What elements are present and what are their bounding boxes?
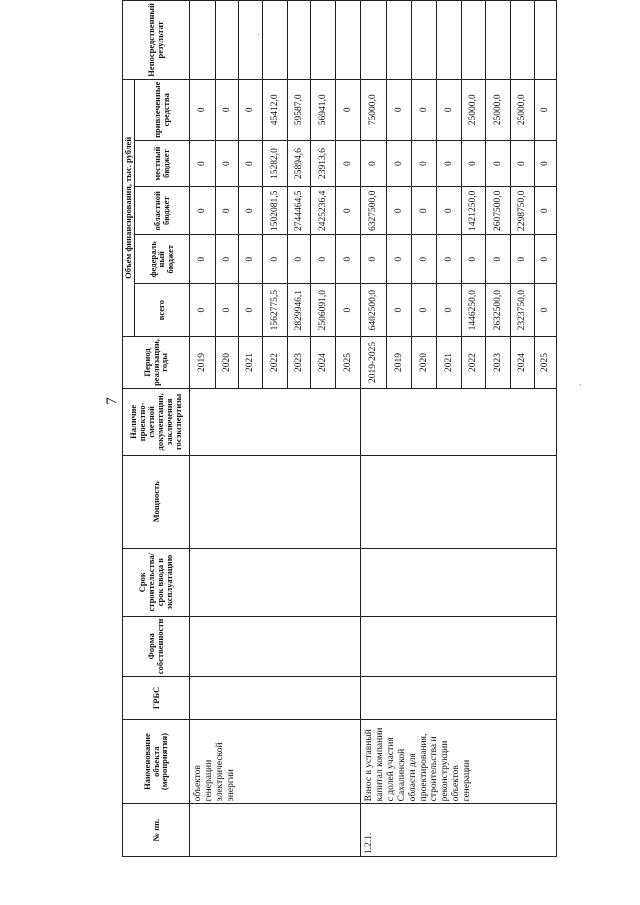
cell-attr: 0: [215, 79, 238, 140]
cell-result: [238, 1, 262, 80]
cell-fed: 0: [238, 235, 262, 284]
cell-year: 2022: [461, 336, 485, 388]
cell-result: [411, 1, 436, 80]
cell-year: 2021: [436, 336, 461, 388]
cell-year: 2025: [335, 336, 360, 388]
cell-result: [485, 1, 510, 80]
cell-total: 0: [411, 284, 436, 337]
item-number: [189, 804, 360, 857]
cell-loc: 0: [485, 140, 510, 187]
cell-reg: 2607500,0: [485, 187, 510, 235]
cell-total: 0: [238, 284, 262, 337]
cell-reg: 2744464,5: [287, 187, 310, 235]
header-capacity: Мощность: [123, 455, 190, 548]
cell-attr: 25000,0: [510, 79, 534, 140]
cell-reg: 2425236,4: [310, 187, 335, 235]
cell-year: 2025: [534, 336, 556, 388]
cell-total: 0: [436, 284, 461, 337]
cell-loc: 0: [411, 140, 436, 187]
item-name: объектов генерации электрической энергии: [189, 719, 360, 803]
cell-term: [360, 548, 556, 616]
cell-attr: 0: [189, 79, 215, 140]
cell-docs: [360, 388, 556, 455]
cell-total: 0: [189, 284, 215, 337]
cell-loc: 15282,0: [262, 140, 287, 187]
cell-loc: 0: [189, 140, 215, 187]
cell-result: [335, 1, 360, 80]
cell-reg: 0: [436, 187, 461, 235]
cell-capacity: [360, 455, 556, 548]
cell-loc: 0: [534, 140, 556, 187]
cell-total: 2829946,1: [287, 284, 310, 337]
cell-result: [310, 1, 335, 80]
cell-total: 0: [335, 284, 360, 337]
cell-year: 2024: [510, 336, 534, 388]
cell-result: [461, 1, 485, 80]
header-ownership: Форма собственности: [123, 616, 190, 676]
cell-fed: 0: [485, 235, 510, 284]
table-row: [360, 1, 386, 857]
cell-year: 2023: [287, 336, 310, 388]
table-row: [189, 1, 215, 857]
scan-speck: [580, 384, 581, 385]
header-local: местный бюджет: [134, 140, 189, 187]
header-funding-group: Объем финансирования, тыс. рублей: [123, 79, 135, 336]
cell-total: 0: [215, 284, 238, 337]
header-period: Период реализации, годы: [123, 336, 190, 388]
header-regional: областной бюджет: [134, 187, 189, 235]
cell-reg: 0: [335, 187, 360, 235]
cell-reg: 0: [189, 187, 215, 235]
header-num: № пп.: [123, 804, 190, 857]
cell-fed: 0: [411, 235, 436, 284]
header-row-1: [123, 1, 135, 857]
cell-attr: 0: [386, 79, 411, 140]
cell-loc: 0: [335, 140, 360, 187]
cell-fed: 0: [436, 235, 461, 284]
cell-fed: 0: [510, 235, 534, 284]
cell-loc: 0: [360, 140, 386, 187]
cell-fed: 0: [360, 235, 386, 284]
cell-attr: 25000,0: [485, 79, 510, 140]
cell-total: 2323750,0: [510, 284, 534, 337]
cell-year: 2019: [386, 336, 411, 388]
cell-year: 2019-2025: [360, 336, 386, 388]
cell-loc: 25894,6: [287, 140, 310, 187]
cell-year: 2024: [310, 336, 335, 388]
header-attracted: привлеченные средства: [134, 79, 189, 140]
header-name: Наименование объекта (мероприятия): [123, 719, 190, 803]
cell-result: [215, 1, 238, 80]
cell-attr: 0: [238, 79, 262, 140]
cell-fed: 0: [262, 235, 287, 284]
cell-total: 1562775,5: [262, 284, 287, 337]
cell-loc: 0: [386, 140, 411, 187]
cell-year: 2021: [238, 336, 262, 388]
cell-total: 0: [534, 284, 556, 337]
cell-loc: 23913,6: [310, 140, 335, 187]
cell-total: 6402500,0: [360, 284, 386, 337]
header-grbs: ГРБС: [123, 677, 190, 720]
cell-fed: 0: [287, 235, 310, 284]
cell-year: 2020: [411, 336, 436, 388]
cell-result: [287, 1, 310, 80]
cell-attr: 56941,0: [310, 79, 335, 140]
cell-result: [189, 1, 215, 80]
cell-fed: 0: [310, 235, 335, 284]
cell-capacity: [189, 455, 360, 548]
cell-reg: 0: [215, 187, 238, 235]
cell-attr: 0: [534, 79, 556, 140]
cell-fed: 0: [386, 235, 411, 284]
cell-year: 2022: [262, 336, 287, 388]
cell-fed: 0: [534, 235, 556, 284]
cell-year: 2019: [189, 336, 215, 388]
cell-attr: 0: [335, 79, 360, 140]
cell-attr: 45412,0: [262, 79, 287, 140]
header-term: Срок строительства/срок ввода в эксплуатацию: [123, 548, 190, 616]
cell-total: 2632500,0: [485, 284, 510, 337]
cell-attr: 0: [436, 79, 461, 140]
cell-fed: 0: [189, 235, 215, 284]
cell-grbs: [189, 677, 360, 720]
header-federal: федераль ный бюджет: [134, 235, 189, 284]
cell-total: 1446250,0: [461, 284, 485, 337]
cell-fed: 0: [335, 235, 360, 284]
cell-result: [262, 1, 287, 80]
cell-attr: 59587,0: [287, 79, 310, 140]
cell-result: [534, 1, 556, 80]
cell-fed: 0: [215, 235, 238, 284]
cell-fed: 0: [461, 235, 485, 284]
item-name: Взнос в уставный капитал компании с долей участия Сахалинской области для проектирования, строительства и реконструкции объектов генерации: [360, 719, 556, 803]
cell-docs: [189, 388, 360, 455]
cell-reg: 1421250,0: [461, 187, 485, 235]
cell-attr: 0: [411, 79, 436, 140]
cell-loc: 0: [461, 140, 485, 187]
cell-reg: 6327500,0: [360, 187, 386, 235]
financing-table: [122, 0, 557, 857]
cell-loc: 0: [215, 140, 238, 187]
cell-grbs: [360, 677, 556, 720]
cell-year: 2023: [485, 336, 510, 388]
cell-year: 2020: [215, 336, 238, 388]
cell-ownership: [189, 616, 360, 676]
cell-ownership: [360, 616, 556, 676]
cell-term: [189, 548, 360, 616]
cell-reg: 0: [386, 187, 411, 235]
cell-attr: 75000,0: [360, 79, 386, 140]
cell-reg: 0: [534, 187, 556, 235]
cell-attr: 25000,0: [461, 79, 485, 140]
cell-reg: 2298750,0: [510, 187, 534, 235]
header-docs: Наличие проектно-сметной документации, заключения госэкспертизы: [123, 388, 190, 455]
cell-loc: 0: [436, 140, 461, 187]
page-number: 7: [104, 397, 120, 405]
item-number: 1.2.1.: [360, 804, 556, 857]
header-result: Непосредственный результат: [123, 1, 190, 80]
cell-result: [360, 1, 386, 80]
cell-total: 2506091,0: [310, 284, 335, 337]
cell-loc: 0: [510, 140, 534, 187]
cell-result: [436, 1, 461, 80]
cell-loc: 0: [238, 140, 262, 187]
cell-total: 0: [386, 284, 411, 337]
cell-reg: 0: [411, 187, 436, 235]
cell-reg: 0: [238, 187, 262, 235]
header-total: всего: [134, 284, 189, 337]
cell-result: [386, 1, 411, 80]
scan-speck: [258, 34, 259, 35]
cell-reg: 1502081,5: [262, 187, 287, 235]
cell-result: [510, 1, 534, 80]
